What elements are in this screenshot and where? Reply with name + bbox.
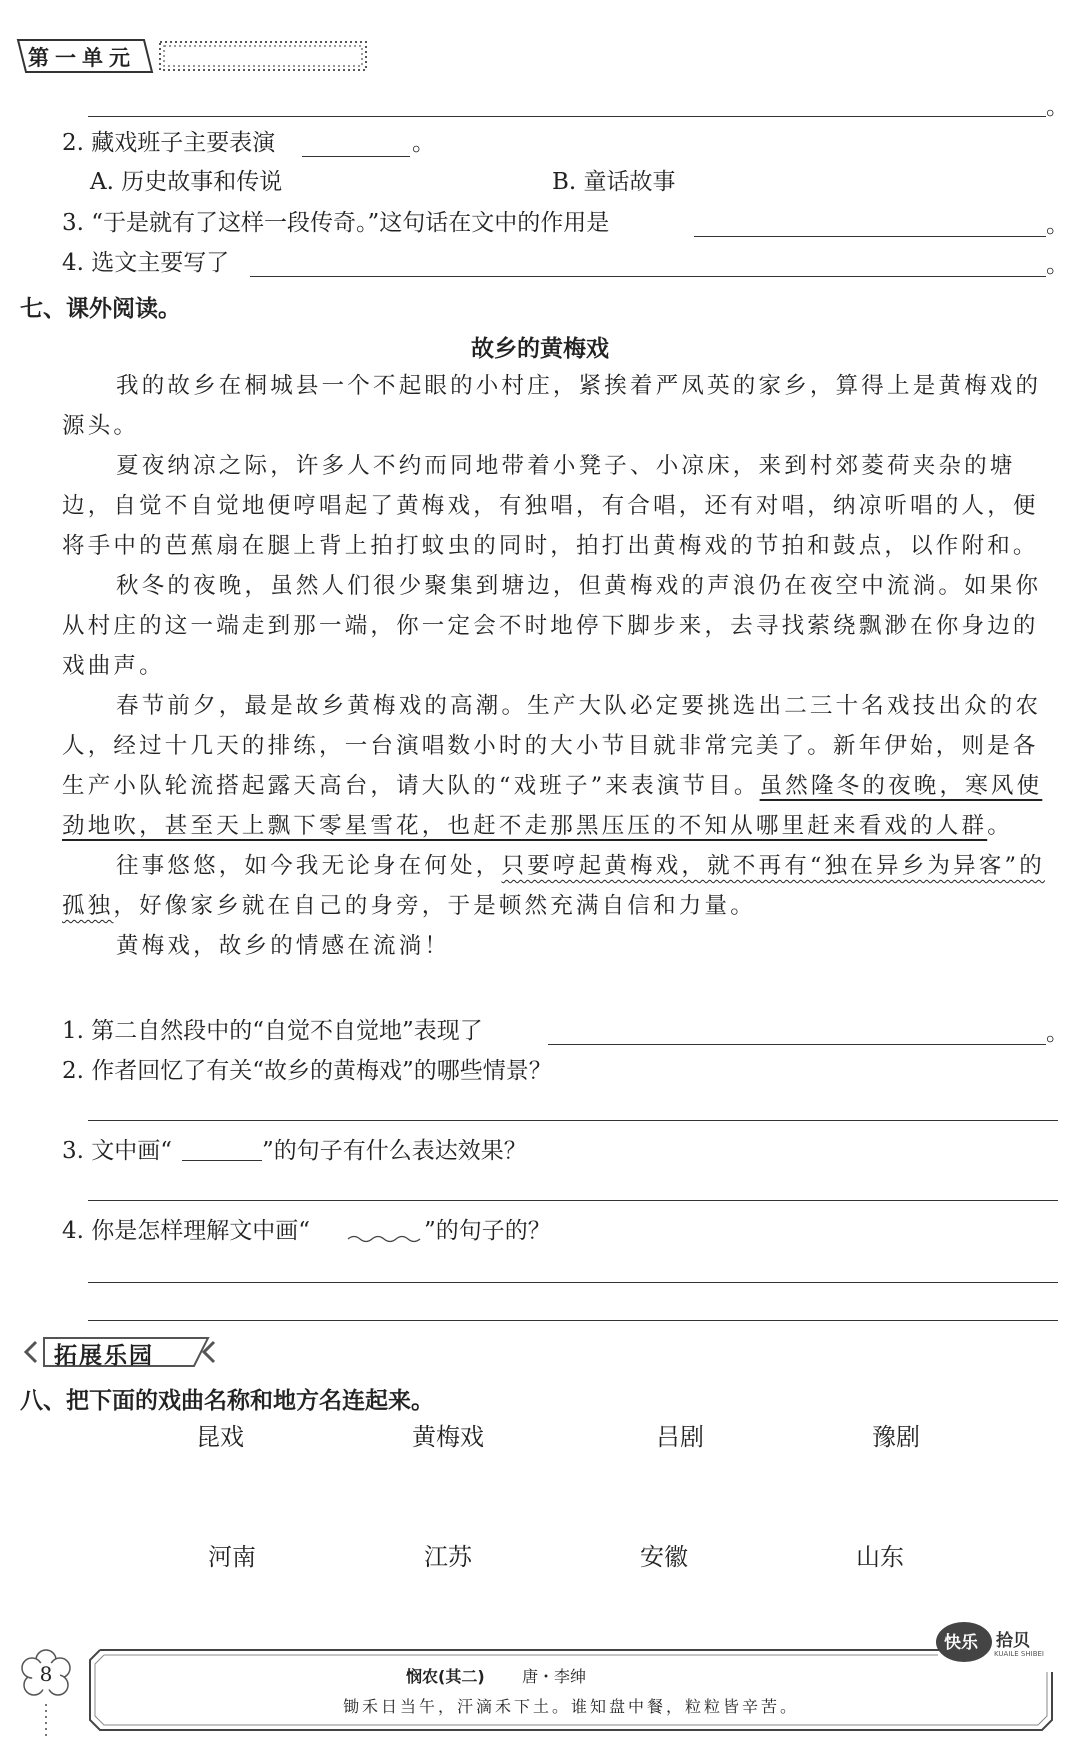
expansion-banner bbox=[18, 1332, 218, 1372]
p7-q3-suffix: ”的句子有什么表达效果？ bbox=[262, 1138, 527, 1164]
poem-text: 锄禾日当午，汗滴禾下土。谁知盘中餐，粒粒皆辛苦。 bbox=[342, 1697, 799, 1716]
p7-q3-prefix: 3. 文中画“ bbox=[62, 1138, 173, 1164]
poem-title: 悯农(其二) bbox=[406, 1667, 485, 1686]
p6-q4-blank[interactable] bbox=[250, 276, 1046, 277]
wavy-sentence: 只要哼起黄梅戏，就不再有“独在异乡为异客”的孤独 bbox=[62, 853, 1045, 919]
p7-q4-suffix: ”的句子的？ bbox=[424, 1218, 551, 1244]
part7-heading: 七、课外阅读。 bbox=[20, 296, 181, 322]
p7-q4-prefix: 4. 你是怎样理解文中画“ bbox=[62, 1218, 311, 1244]
p6-q3-text: 3. “于是就有了这样一段传奇。”这句话在文中的作用是 bbox=[62, 210, 610, 236]
footer-dotted-line bbox=[44, 1704, 48, 1740]
place-item-2[interactable]: 江苏 bbox=[424, 1543, 472, 1571]
article-paragraph-1: 我的故乡在桐城县一个不起眼的小村庄，紧挨着严凤英的家乡，算得上是黄梅戏的源头。 bbox=[62, 373, 1042, 439]
p7-q1-blank[interactable] bbox=[548, 1044, 1046, 1045]
opera-item-1[interactable]: 昆戏 bbox=[196, 1423, 244, 1451]
page-number: 8 bbox=[39, 1662, 53, 1686]
wavy-underline-mark bbox=[346, 1234, 426, 1244]
expansion-heading: 八、把下面的戏曲名称和地方名连起来。 bbox=[20, 1388, 434, 1414]
p7-q3-answer-line[interactable] bbox=[88, 1200, 1058, 1201]
p6-q2-end: 。 bbox=[412, 130, 435, 156]
p7-q2-answer-line[interactable] bbox=[88, 1120, 1058, 1121]
answer-line-top-end: 。 bbox=[1046, 94, 1069, 120]
opera-item-4[interactable]: 豫剧 bbox=[872, 1423, 920, 1451]
article-paragraph-4: 春节前夕，最是故乡黄梅戏的高潮。生产大队必定要挑选出二三十名戏技出众的农人，经过十几天的排练，一台演唱数小时的大小节目就非常完美了。新年伊始，则是各生产小队轮流搭起露天高台，请大队的“戏班子”来表演节目。虽然隆冬的夜晚，寒风使劲地吹，甚至天上飘下零星雪花，也赶不走那黑压压的不知从哪里赶来看戏的人群。 bbox=[62, 693, 1043, 839]
p7-q2-text: 2. 作者回忆了有关“故乡的黄梅戏”的哪些情景？ bbox=[62, 1058, 552, 1084]
p6-q3-blank[interactable] bbox=[694, 236, 1046, 237]
article-paragraph-2: 夏夜纳凉之际，许多人不约而同地带着小凳子、小凉床，来到村郊菱荷夹杂的塘边，自觉不自觉地便哼唱起了黄梅戏，有独唱，有合唱，还有对唱，纳凉听唱的人，便将手中的芭蕉扇在腿上背上拍打蚊虫的同时，拍打出黄梅戏的节拍和鼓点，以作附和。 bbox=[62, 453, 1039, 559]
article-body bbox=[62, 366, 1060, 966]
unit-header bbox=[14, 34, 374, 78]
p7-q4-answer-line-1[interactable] bbox=[88, 1282, 1058, 1283]
place-item-3[interactable]: 安徽 bbox=[640, 1543, 688, 1571]
p7-q1-end: 。 bbox=[1046, 1020, 1069, 1046]
p6-q4-text: 4. 选文主要写了 bbox=[62, 250, 230, 276]
p7-q4-answer-line-2[interactable] bbox=[88, 1320, 1058, 1321]
straight-underline-mark bbox=[182, 1160, 262, 1161]
p7-q1-text: 1. 第二自然段中的“自觉不自觉地”表现了 bbox=[62, 1018, 483, 1044]
opera-item-2[interactable]: 黄梅戏 bbox=[412, 1423, 484, 1451]
article-paragraph-6: 黄梅戏，故乡的情感在流淌！ bbox=[116, 933, 451, 959]
page-number-badge bbox=[18, 1648, 74, 1704]
article-paragraph-3: 秋冬的夜晚，虽然人们很少聚集到塘边，但黄梅戏的声浪仍在夜空中流淌。如果你从村庄的这一端走到那一端，你一定会不时地停下脚步来，去寻找萦绕飘渺在你身边的戏曲声。 bbox=[62, 573, 1042, 679]
p6-q2-option-a[interactable]: A. 历史故事和传说 bbox=[90, 169, 283, 195]
answer-line-top bbox=[88, 116, 1046, 117]
expansion-banner-label: 拓展乐园 bbox=[54, 1343, 154, 1369]
p6-q3-end: 。 bbox=[1046, 212, 1069, 238]
brand-pinyin: KUAILE SHIBEI bbox=[994, 1650, 1044, 1658]
brand-main: 快乐 bbox=[944, 1633, 978, 1653]
brand-sub: 拾贝 bbox=[996, 1631, 1030, 1651]
article-paragraph-5: 往事悠悠，如今我无论身在何处，只要哼起黄梅戏，就不再有“独在异乡为异客”的孤独，好像家乡就在自己的身旁，于是顿然充满自信和力量。 bbox=[62, 853, 1045, 919]
opera-item-3[interactable]: 吕剧 bbox=[656, 1423, 704, 1451]
p6-q2-option-b[interactable]: B. 童话故事 bbox=[552, 169, 676, 195]
poem-author: 唐・李绅 bbox=[522, 1667, 587, 1686]
p6-q2-text: 2. 藏戏班子主要表演 bbox=[62, 130, 276, 156]
brand-logo bbox=[934, 1618, 1060, 1666]
place-item-4[interactable]: 山东 bbox=[856, 1543, 904, 1571]
p6-q2-blank[interactable] bbox=[302, 156, 410, 157]
poem-box bbox=[86, 1646, 1056, 1732]
p6-q4-end: 。 bbox=[1046, 252, 1069, 278]
poem-box-frame bbox=[86, 1646, 1056, 1732]
underlined-sentence: 虽然隆冬的夜晚，寒风使劲地吹，甚至天上飘下零星雪花，也赶不走那黑压压的不知从哪里赶来看戏的人群 bbox=[62, 773, 1043, 839]
unit-label: 第一单元 bbox=[28, 46, 136, 70]
article-title: 故乡的黄梅戏 bbox=[471, 336, 609, 362]
place-item-1[interactable]: 河南 bbox=[208, 1543, 256, 1571]
